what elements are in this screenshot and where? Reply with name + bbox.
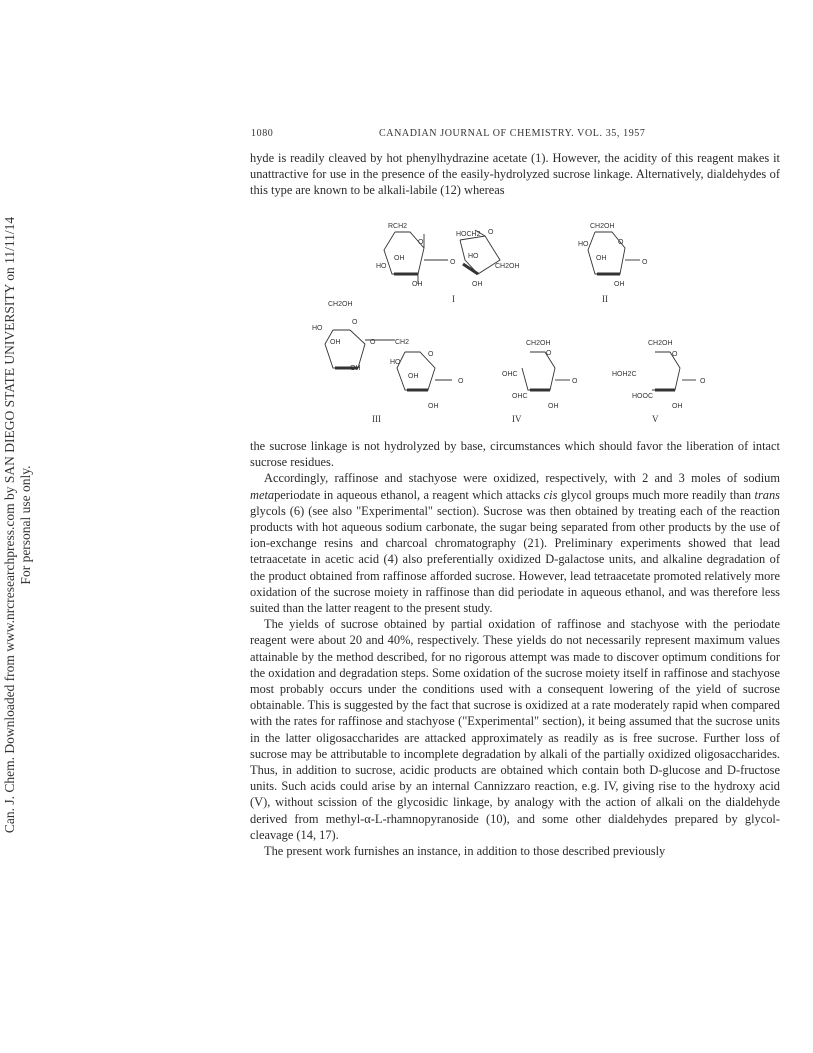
label-ho-2: HO [468,253,479,260]
label-ho-1: HO [376,263,387,270]
label-o-6: O [352,319,358,326]
roman-label-4: IV [512,414,522,424]
paragraph-2-part-b: periodate in aqueous ethanol, a reagent which attacks [274,487,544,502]
label-oh-3: OH [472,281,483,288]
label-o-2: O [450,259,456,266]
paragraph-1: the sucrose linkage is not hydrolyzed by base, circumstances which should favor the liberation of intact sucrose residues. [250,439,780,470]
paragraph-4: The present work furnishes an instance, in addition to those described previously [264,844,666,859]
label-o-11: O [572,378,578,385]
body-text [250,438,780,859]
roman-label-3: III [372,414,381,424]
paragraph-2 [250,470,780,616]
label-oh-1: OH [394,255,405,262]
label-ch2oh-4: CH2OH [526,340,551,347]
running-header [251,128,781,144]
label-ho-3: HO [578,241,589,248]
label-o-4: O [618,239,624,246]
label-hooc: HOOC [632,393,653,400]
label-o-8: O [428,351,434,358]
roman-label-1: I [452,294,455,304]
label-o-7: O [370,339,376,346]
label-o-9: O [458,378,464,385]
label-o-13: O [700,378,706,385]
paragraph-2-part-d: glycols (6) (see also "Experimental" section). Sucrose was then obtained by treating each of the reaction products with hot aqueous sodium carbonate, the sugar being separated from other products by the use of ion-exchange resins and charcoal chromatography (21). Preliminary experiments showed that lead tetraacetate in acetic acid (4) also preferentially oxidized D-galactose units, and alkaline degradation of the product obtained from raffinose afforded sucrose. However, lead tetraacetate promoted relatively more oxidation of the sucrose moiety in raffinose than did periodate in aqueous ethanol, and was therefore less suited than the latter reagent to the present study. [250,503,780,616]
label-oh-7: OH [350,365,361,372]
paragraph-2-cis: cis [543,487,558,502]
label-ch2oh-3: CH2OH [328,301,353,308]
label-ohc-2: OHC [512,393,528,400]
label-ch2: CH2 [395,339,410,346]
download-notice [2,215,40,835]
paragraph-2-part-c: glycol groups much more readily than [557,487,755,502]
label-ho-5: HO [390,359,401,366]
label-oh-5: OH [614,281,625,288]
label-o-5: O [642,259,648,266]
label-ch2oh-5: CH2OH [648,340,673,347]
label-o-12: O [672,351,678,358]
label-ohc-1: OHC [502,371,518,378]
structure-scheme [300,223,740,430]
label-oh-6: OH [330,339,341,346]
paragraph-2-trans: trans [754,487,780,502]
label-hoch2: HOCH2 [456,231,481,238]
label-oh-9: OH [428,403,439,410]
label-ch2oh-2: CH2OH [590,223,615,230]
paragraph-3: The yields of sucrose obtained by partial oxidation of raffinose and stachyose with the periodate reagent were about 20 and 40%, respectively. These yields do not necessarily represent maximum values attainable by the method described, for no rigorous attempt was made to discover optimum conditions for the oxidation and degradation steps. Some oxidation of the sucrose moiety itself in raffinose and stachyose most probably occurs under the conditions used with a consequent lowering of the yield of sucrose obtainable. This is suggested by the fact that sucrose is oxidized at a rate moderately rapid when compared with the rates for raffinose and stachyose ("Experimental" section), it being assumed that the sucrose units in the latter oligosaccharides are attacked approximately as readily as is free sucrose. Further loss of sucrose may be attributable to incomplete degradation by alkali of the partially oxidized oligosaccharides. Thus, in addition to sucrose, acidic products are obtained which contain both D-glucose and D-fructose units. Such acids could arise by an internal Cannizzaro reaction, e.g. IV, giving rise to the hydroxy acid (V), without scission of the glycosidic linkage, by analogy with the action of alkali on the dialdehyde derived from methyl-α-L-rhamnopyranoside (10), and some other dialdehydes prepared by glycol-cleavage (14, 17). [250,617,780,842]
paragraph-2-part-a: Accordingly, raffinose and stachyose were oxidized, respectively, with 2 and 3 moles of sodium [264,471,780,486]
label-o-10: O [546,350,552,357]
paragraph-2-meta: meta [250,487,275,502]
label-hoh2c: HOH2C [612,371,637,378]
running-title: CANADIAN JOURNAL OF CHEMISTRY. VOL. 35, 1957 [379,128,646,139]
structure-figure [300,223,740,430]
roman-label-5: V [652,414,659,424]
label-o-3: O [488,229,494,236]
label-oh-2: OH [412,281,423,288]
roman-label-2: II [602,294,608,304]
download-notice-line2: For personal use only. [18,465,33,585]
label-oh-8: OH [408,373,419,380]
label-o-1: O [418,239,424,246]
label-ho-4: HO [312,325,323,332]
page-number: 1080 [251,128,274,139]
label-oh-4: OH [596,255,607,262]
download-notice-line1: Can. J. Chem. Downloaded from www.nrcresearchpress.com by SAN DIEGO STATE UNIVERSITY on 11/11/14 [2,216,17,834]
label-oh-10: OH [548,403,559,410]
top-text-block [250,150,780,199]
label-rch2: RCH2 [388,223,408,230]
top-paragraph: hyde is readily cleaved by hot phenylhydrazine acetate (1). However, the acidity of this reagent makes it unattractive for use in the presence of the easily-hydrolyzed sucrose linkage. Alternatively, dialdehydes of this type are known to be alkali-labile (12) whereas [250,151,780,198]
label-oh-11: OH [672,403,683,410]
label-ch2oh-1: CH2OH [495,263,520,270]
